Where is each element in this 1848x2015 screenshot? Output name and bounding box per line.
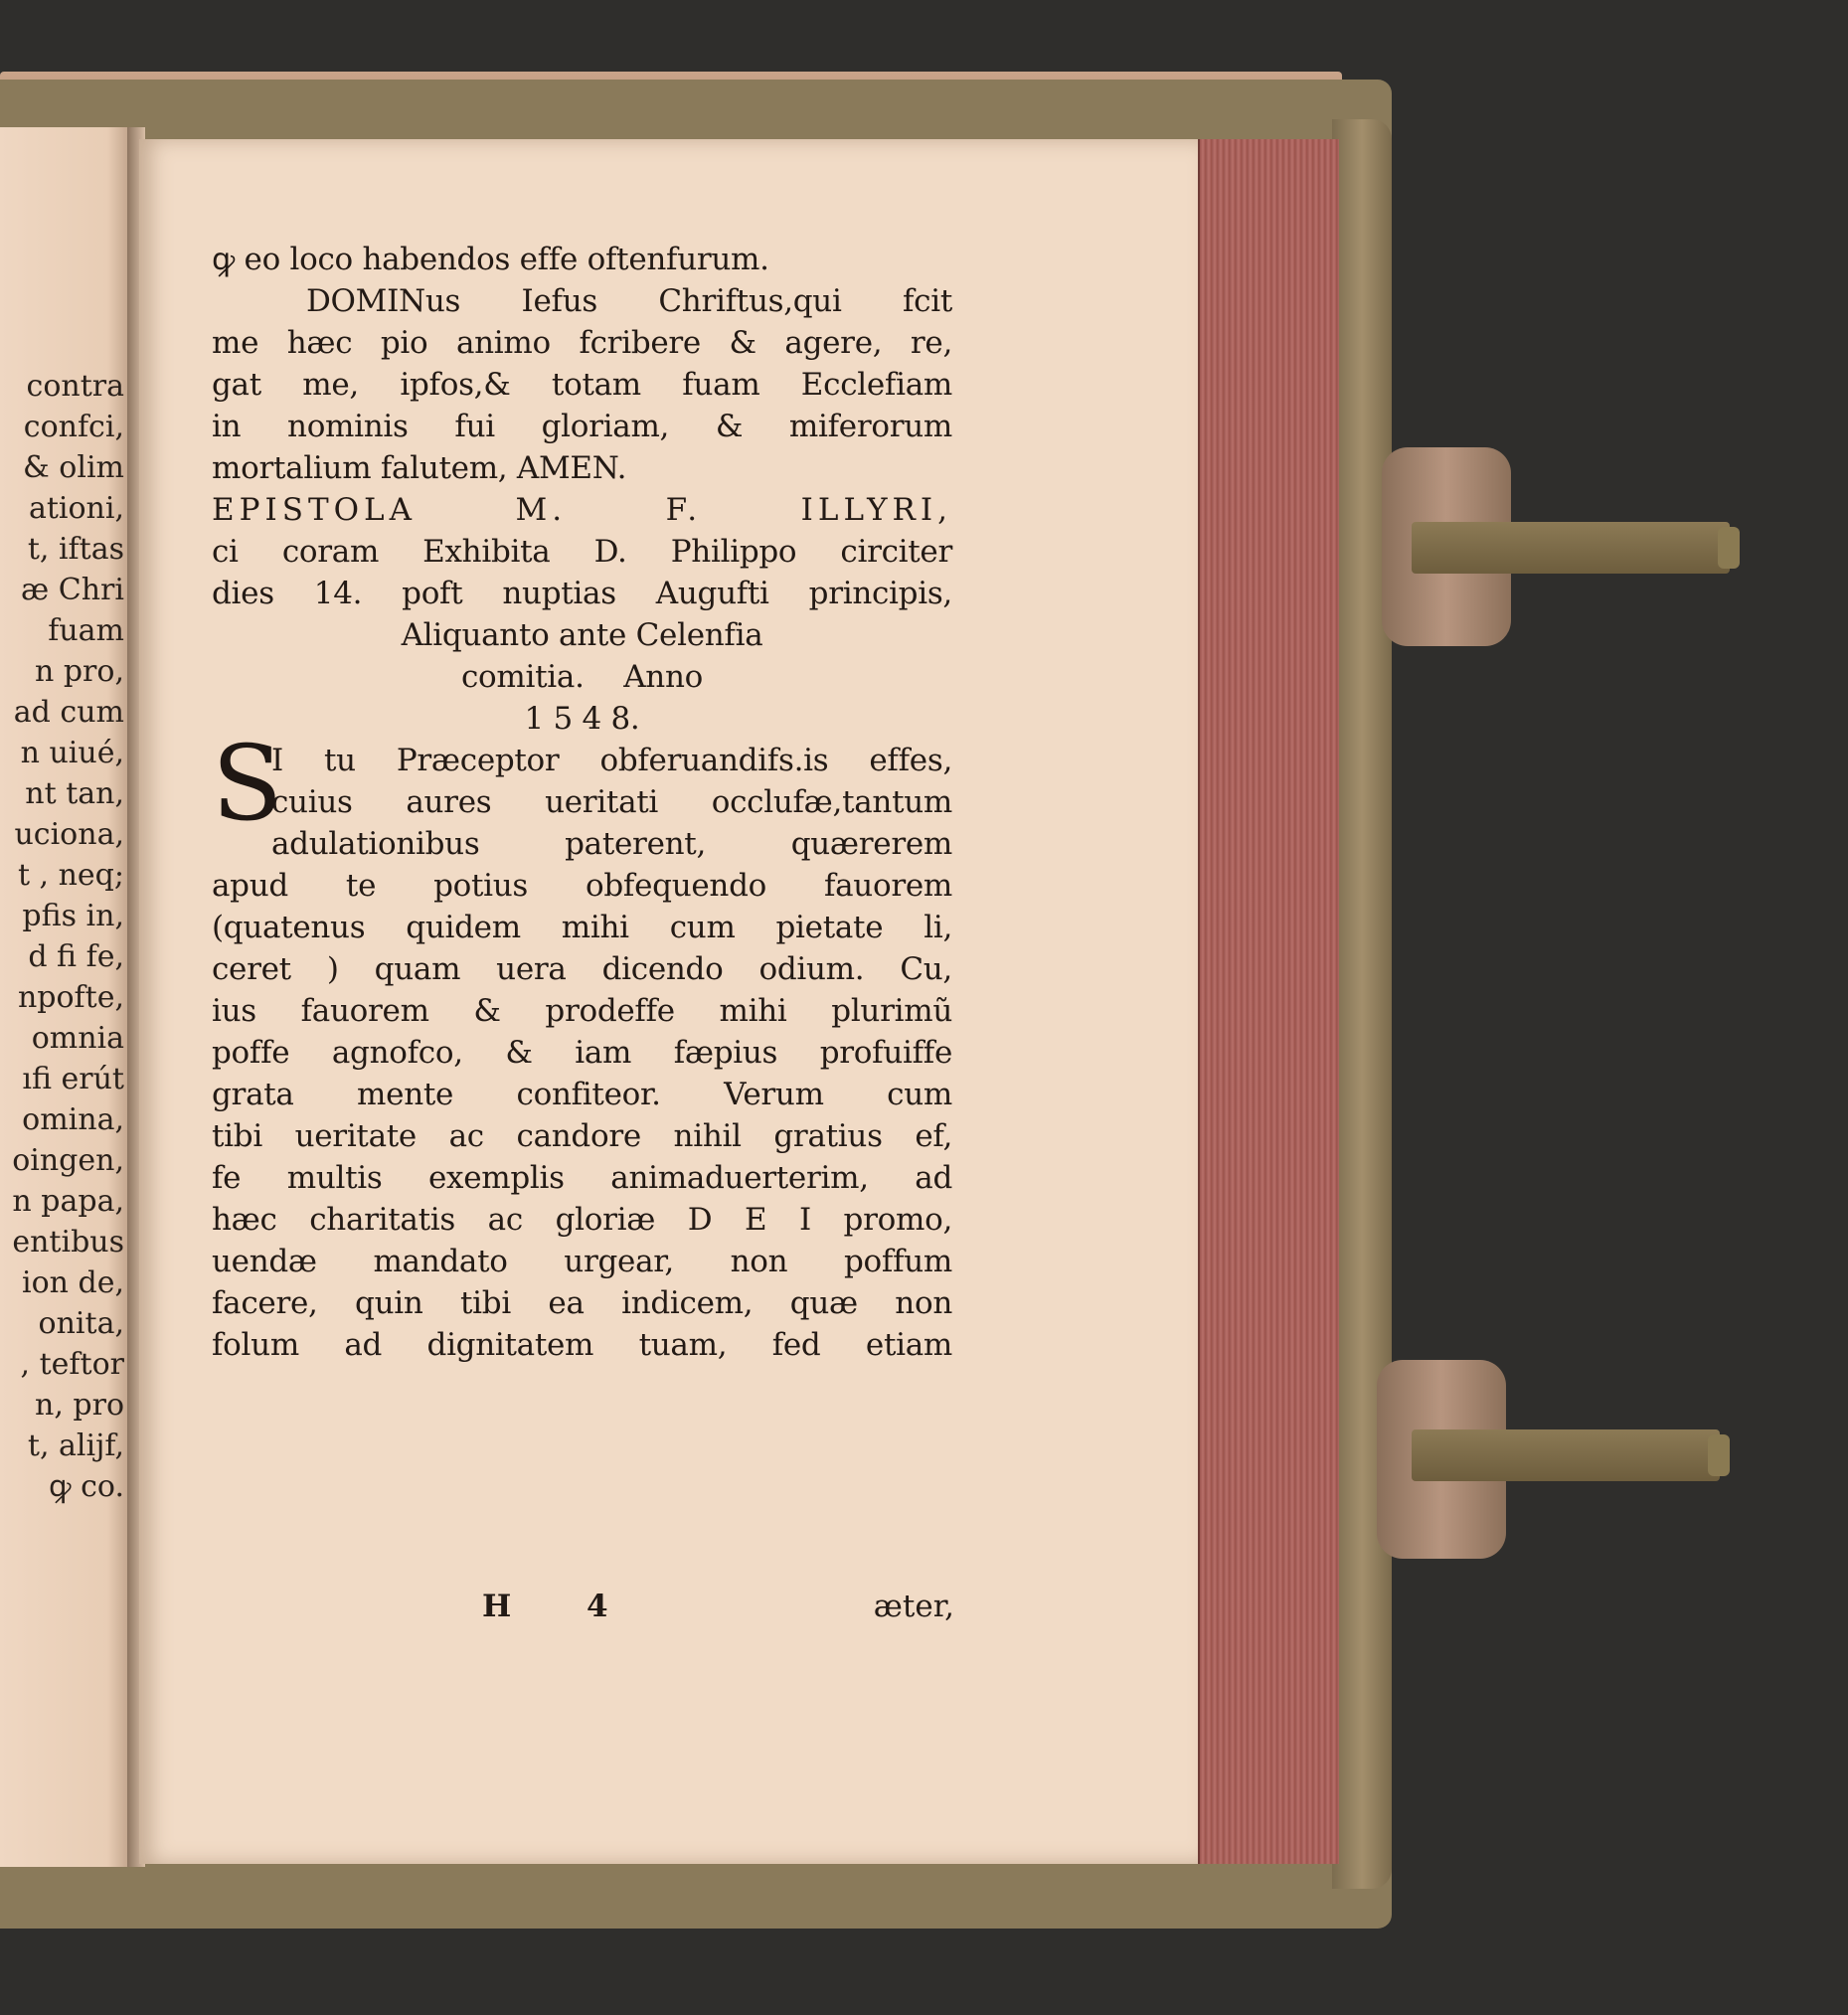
folio-number: 4 (587, 1589, 608, 1624)
left-page-line: t, alijf, (27, 1428, 124, 1463)
left-page-line: oingen, (12, 1143, 124, 1178)
text-line: DOMINus Iefus Chriftus,qui fcit (306, 283, 952, 319)
left-page-line: ꝙ co. (49, 1469, 124, 1504)
epistle-year: 1 5 4 8. (524, 701, 640, 737)
left-page-line: æ Chri (21, 573, 124, 607)
text-line: ceret ) quam uera dicendo odium. Cu, (212, 951, 952, 987)
book-binding (1332, 119, 1392, 1889)
left-page-line: ad cum (13, 695, 124, 730)
signature-mark: H (482, 1589, 512, 1624)
text-line: tibi ueritate ac candore nihil gratius ef, (212, 1118, 952, 1154)
left-page-line: n papa, (12, 1184, 124, 1219)
left-page-line: n, pro (35, 1388, 124, 1423)
book-fore-edge (1198, 139, 1339, 1864)
right-page-text (212, 239, 952, 1366)
left-page-line: t , neq; (17, 858, 124, 893)
text-line: apud te potius obfequendo fauorem (212, 868, 952, 904)
left-page-line: npofte, (17, 980, 124, 1015)
clasp-tip (1708, 1434, 1730, 1476)
text-line: gat me, ipfos,& totam fuam Ecclefiam (212, 367, 952, 403)
text-line: grata mente confiteor. Verum cum (212, 1077, 952, 1112)
text-line: uendæ mandato urgear, non poffum (212, 1244, 952, 1279)
text-line: (quatenus quidem mihi cum pietate li, (212, 910, 952, 945)
left-page-line: omnia (31, 1021, 124, 1056)
catchword: æter, (873, 1589, 954, 1624)
clasp-tip (1718, 527, 1740, 569)
clasp-strap (1412, 522, 1730, 574)
left-page-line: ıfi erút (22, 1062, 124, 1096)
text-line: facere, quin tibi ea indicem, quæ non (212, 1285, 952, 1321)
text-line: ius fauorem & prodeffe mihi plurimũ (212, 993, 952, 1029)
page-footer (482, 1589, 954, 1630)
left-page-line: n uiué, (20, 736, 124, 770)
text-line: I tu Præceptor obferuandifs.is effes, (271, 743, 952, 778)
left-page-line: t, iftas (27, 532, 124, 567)
left-page-line: nt tan, (25, 776, 124, 811)
epistle-heading: EPISTOLA M. F. ILLYRI, (212, 492, 952, 528)
left-page-line: n pro, (35, 654, 124, 689)
epistle-heading: dies 14. poft nuptias Augufti principis, (212, 576, 952, 611)
epistle-heading: Aliquanto ante Celenfia (401, 617, 763, 653)
drop-cap-paragraph (212, 723, 952, 865)
epistle-heading: ci coram Exhibita D. Philippo circiter (212, 534, 952, 570)
left-page-line: ationi, (28, 491, 124, 526)
clasp-strap (1412, 1429, 1720, 1481)
left-page-line: omina, (22, 1102, 124, 1137)
left-page-line: , teftor (20, 1347, 124, 1382)
left-page-line: onita, (38, 1306, 124, 1341)
text-line: fe multis exemplis animaduerterim, ad (212, 1160, 952, 1196)
left-page-line: ion de, (21, 1265, 124, 1300)
left-page-line: contra (26, 369, 124, 404)
drop-cap: S (212, 723, 283, 844)
text-line: poffe agnofco, & iam fæpius profuiffe (212, 1035, 952, 1071)
left-page-line: uciona, (14, 817, 124, 852)
text-line: folum ad dignitatem tuam, fed etiam (212, 1327, 952, 1363)
left-page (0, 127, 134, 1867)
left-page-line: confci, (23, 410, 124, 444)
text-line: adulationibus paterent, quærerem (271, 826, 952, 862)
text-line: cuius aures ueritati occlufæ,tantum (271, 784, 952, 820)
left-page-line: & olim (23, 450, 124, 485)
left-page-text (0, 366, 124, 1507)
text-line: mortalium falutem, AMEN. (212, 450, 627, 486)
left-page-line: d fi fe, (28, 939, 124, 974)
text-line: me hæc pio animo fcribere & agere, re, (212, 325, 952, 361)
text-line: in nominis fui gloriam, & miferorum (212, 409, 952, 444)
left-page-line: fuam (48, 613, 124, 648)
text-line: ꝙ eo loco habendos effe oftenfurum. (212, 242, 769, 277)
epistle-heading: comitia. Anno (461, 659, 703, 695)
left-page-line: entibus (12, 1225, 124, 1259)
text-line: hæc charitatis ac gloriæ D E I promo, (212, 1202, 952, 1238)
left-page-line: pfis in, (22, 899, 124, 933)
